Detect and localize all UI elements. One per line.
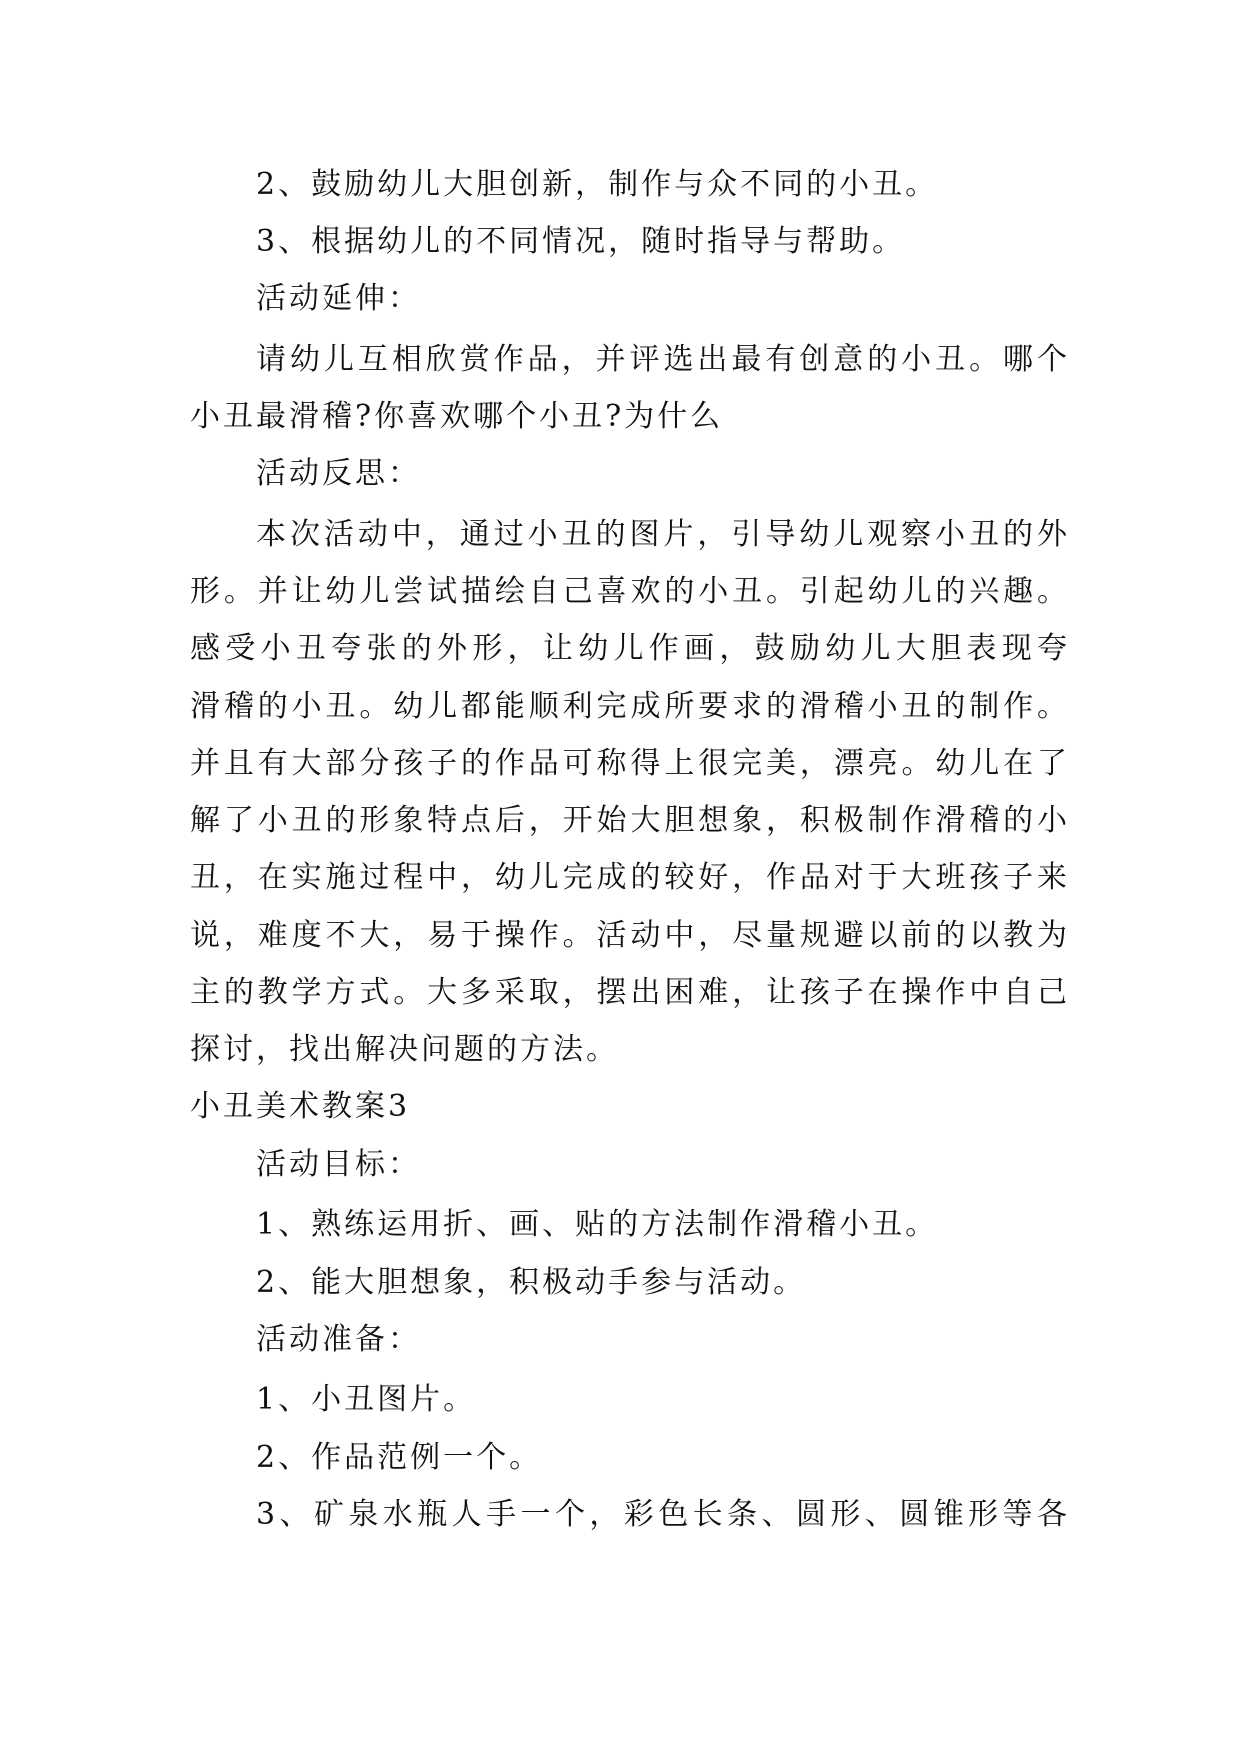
text-line: 1、小丑图片。 [256, 1382, 477, 1417]
text-line: 并且有大部分孩子的作品可称得上很完美，漂亮。幼儿在了 [190, 746, 1070, 781]
text-line: 主的教学方式。大多采取，摆出困难，让孩子在操作中自己 [190, 975, 1070, 1010]
text-line: 探讨，找出解决问题的方法。 [190, 1032, 619, 1067]
text-line: 1、熟练运用折、画、贴的方法制作滑稽小丑。 [256, 1207, 939, 1242]
text-line: 滑稽的小丑。幼儿都能顺利完成所要求的滑稽小丑的制作。 [190, 689, 1070, 724]
section-heading-goals: 活动目标： [256, 1147, 421, 1182]
text-line: 3、矿泉水瓶人手一个，彩色长条、圆形、圆锥形等各 [256, 1497, 1070, 1532]
document-title: 小丑美术教案3 [190, 1089, 411, 1124]
text-line: 解了小丑的形象特点后，开始大胆想象，积极制作滑稽的小 [190, 803, 1070, 838]
section-heading-reflection: 活动反思： [256, 456, 421, 491]
section-heading-preparation: 活动准备： [256, 1322, 421, 1357]
text-line: 2、作品范例一个。 [256, 1440, 543, 1475]
text-line: 形。并让幼儿尝试描绘自己喜欢的小丑。引起幼儿的兴趣。 [190, 574, 1070, 609]
text-line: 丑，在实施过程中，幼儿完成的较好，作品对于大班孩子来 [190, 860, 1070, 895]
text-line: 本次活动中，通过小丑的图片，引导幼儿观察小丑的外 [256, 517, 1070, 552]
text-line: 2、鼓励幼儿大胆创新，制作与众不同的小丑。 [256, 167, 939, 202]
text-line: 小丑最滑稽?你喜欢哪个小丑?为什么 [190, 399, 724, 434]
text-line: 3、根据幼儿的不同情况，随时指导与帮助。 [256, 224, 906, 259]
text-line: 感受小丑夸张的外形，让幼儿作画，鼓励幼儿大胆表现夸 [190, 631, 1070, 666]
text-line: 请幼儿互相欣赏作品，并评选出最有创意的小丑。哪个 [256, 342, 1070, 377]
section-heading-extension: 活动延伸： [256, 281, 421, 316]
text-line: 2、能大胆想象，积极动手参与活动。 [256, 1265, 807, 1300]
text-line: 说，难度不大，易于操作。活动中，尽量规避以前的以教为 [190, 918, 1070, 953]
